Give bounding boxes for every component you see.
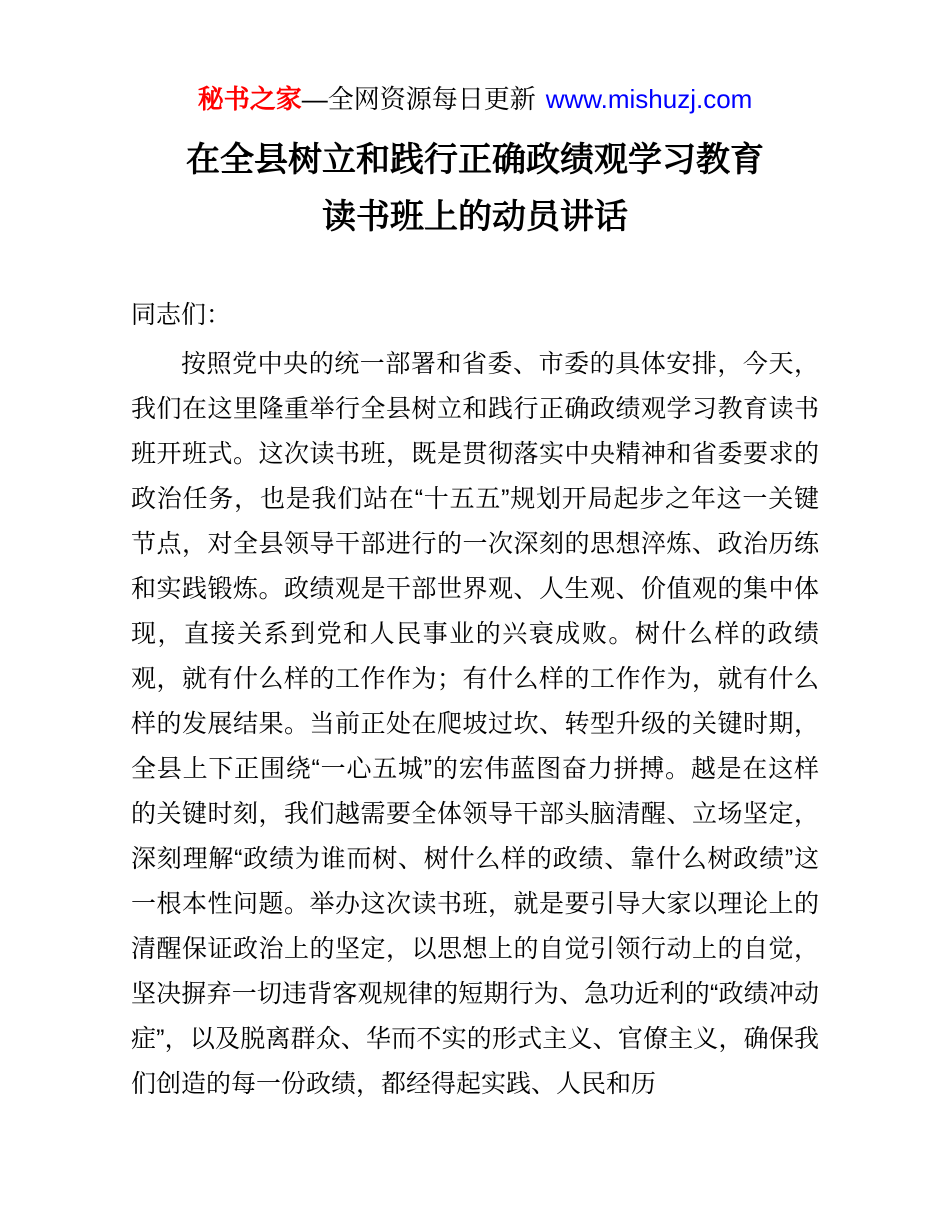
body-paragraph: 按照党中央的统一部署和省委、市委的具体安排，今天，我们在这里隆重举行全县树立和践行正确政绩观学习教育读书班开班式。这次读书班，既是贯彻落实中央精神和省委要求的政治任务，也是我们站在“十五五”规划开局起步之年这一关键节点，对全县领导干部进行的一次深刻的思想淬炼、政治历练和实践锻炼。政绩观是干部世界观、人生观、价值观的集中体现，直接关系到党和人民事业的兴衰成败。树什么样的政绩观，就有什么样的工作作为；有什么样的工作作为，就有什么样的发展结果。当前正处在爬坡过坎、转型升级的关键时期，全县上下正围绕“一心五城”的宏伟蓝图奋力拼搏。越是在这样的关键时刻，我们越需要全体领导干部头脑清醒、立场坚定，深刻理解“政绩为谁而树、树什么样的政绩、靠什么树政绩”这一根本性问题。举办这次读书班，就是要引导大家以理论上的清醒保证政治上的坚定，以思想上的自觉引领行动上的自觉，坚决摒弃一切违背客观规律的短期行为、急功近利的“政绩冲动症”，以及脱离群众、华而不实的形式主义、官僚主义，确保我们创造的每一份政绩，都经得起实践、人民和历 <box>131 350 819 1098</box>
document-title <box>131 132 819 246</box>
title-line-1: 在全县树立和践行正确政绩观学习教育 <box>186 141 764 179</box>
salutation: 同志们： <box>131 301 232 329</box>
title-line-2: 读书班上的动员讲话 <box>322 198 628 236</box>
site-header <box>131 82 819 116</box>
site-name: 秘书之家 <box>197 84 302 114</box>
site-tagline: —全网资源每日更新 <box>301 84 536 114</box>
site-url-link[interactable]: www.mishuzj.com <box>545 84 753 114</box>
